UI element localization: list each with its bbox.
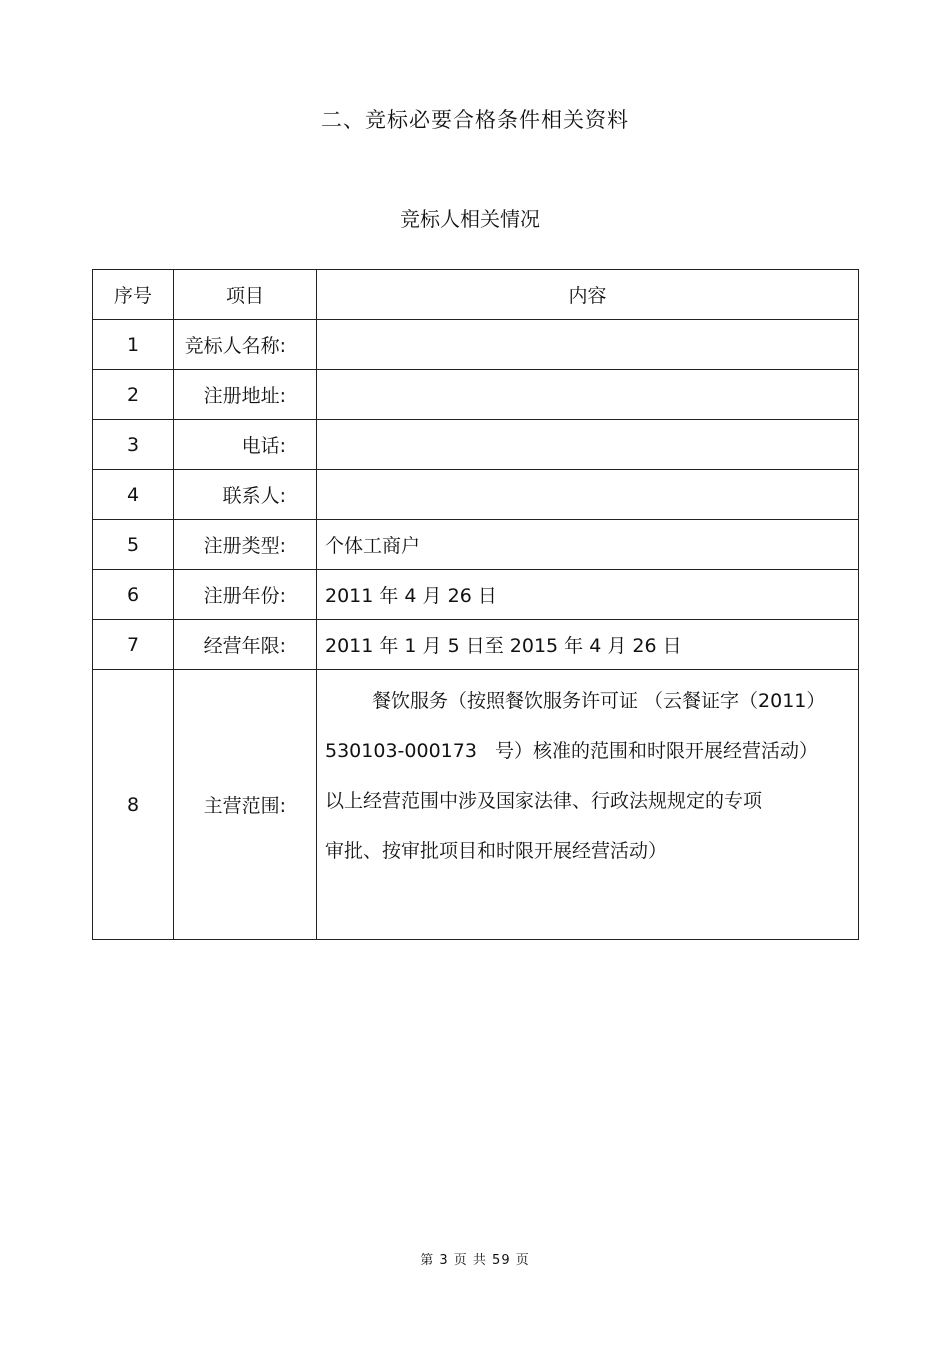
table-row [93, 320, 859, 370]
scope-line: 530103-000173 号）核准的范围和时限开展经营活动） [325, 740, 819, 762]
table-row [93, 370, 859, 420]
scope-line: 以上经营范围中涉及国家法律、行政法规规定的专项 [325, 790, 763, 812]
table-row [93, 420, 859, 470]
table-row [93, 520, 859, 570]
scope-cell [317, 670, 859, 940]
row-number: 5 [93, 520, 174, 570]
page-heading: 二、竞标必要合格条件相关资料 [321, 108, 629, 132]
row-value [317, 420, 859, 470]
row-number: 2 [93, 370, 174, 420]
row-number: 6 [93, 570, 174, 620]
row-label: 竞标人名称: [174, 320, 317, 370]
row-number: 4 [93, 470, 174, 520]
table-row [93, 620, 859, 670]
row-value: 个体工商户 [317, 520, 859, 570]
page-footer: 第 3 页 共 59 页 [420, 1253, 530, 1268]
row-value [317, 470, 859, 520]
row-value: 2011 年 1 月 5 日至 2015 年 4 月 26 日 [317, 620, 859, 670]
table-row-scope [93, 670, 859, 940]
row-label: 联系人: [174, 470, 317, 520]
row-number: 7 [93, 620, 174, 670]
row-number: 1 [93, 320, 174, 370]
row-value: 2011 年 4 月 26 日 [317, 570, 859, 620]
business-scope-text [317, 670, 858, 876]
scope-line: 餐饮服务（按照餐饮服务许可证 （云餐证字（2011） [372, 690, 826, 712]
row-label: 经营年限: [174, 620, 317, 670]
table-row [93, 570, 859, 620]
table-row [93, 470, 859, 520]
row-number: 8 [93, 670, 174, 940]
row-label: 主营范围: [174, 670, 317, 940]
row-label: 注册年份: [174, 570, 317, 620]
row-number: 3 [93, 420, 174, 470]
row-label: 注册类型: [174, 520, 317, 570]
row-value [317, 320, 859, 370]
bidder-info-table [92, 269, 859, 940]
table-title: 竞标人相关情况 [400, 207, 540, 231]
row-label: 电话: [174, 420, 317, 470]
header-content: 内容 [317, 270, 859, 320]
row-label: 注册地址: [174, 370, 317, 420]
table-header-row [93, 270, 859, 320]
row-value [317, 370, 859, 420]
header-item: 项目 [174, 270, 317, 320]
header-number: 序号 [93, 270, 174, 320]
scope-line: 审批、按审批项目和时限开展经营活动） [325, 840, 668, 862]
